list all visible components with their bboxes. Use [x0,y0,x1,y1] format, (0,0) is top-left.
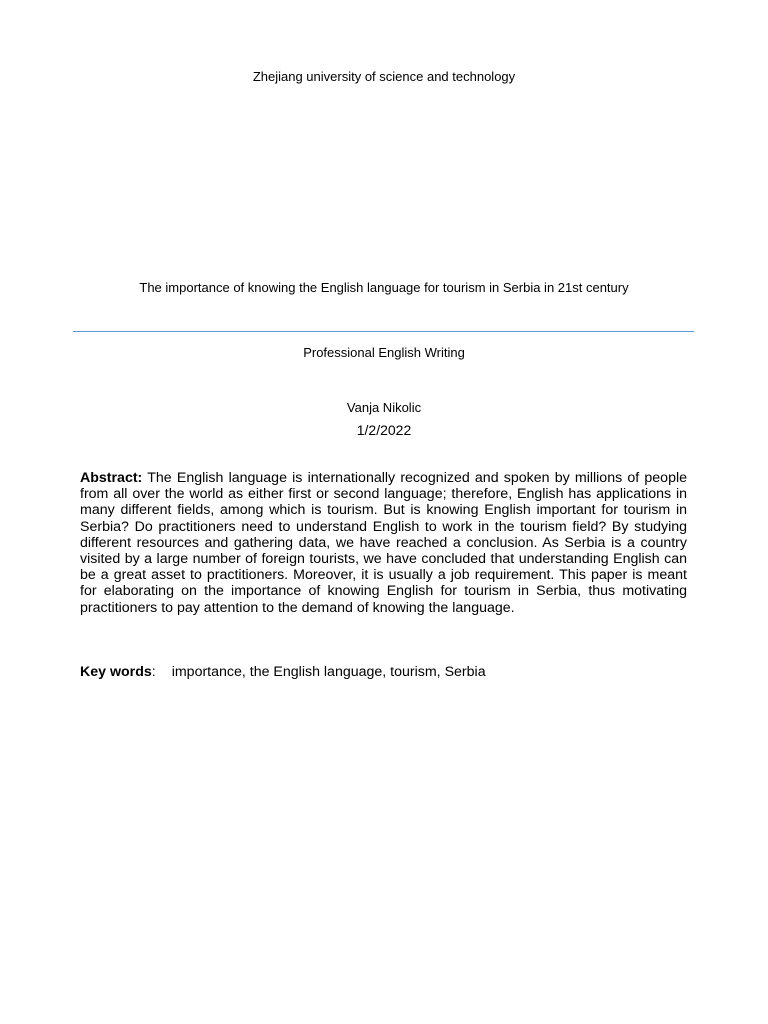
keywords-text: importance, the English language, tourism, Serbia [171,664,486,680]
keywords-colon: : [151,664,156,680]
university-name: Zhejiang university of science and technology [252,69,516,84]
paper-title: The importance of knowing the English language for tourism in Serbia in 21st century [139,280,629,295]
keywords-label: Key words [80,664,152,680]
abstract-label: Abstract: [80,470,143,486]
document-date: 1/2/2022 [356,422,412,438]
title-divider [73,331,694,332]
abstract-text: The English language is internationally recognized and spoken by millions of people from all over the world as either first or second language; therefore, English has applications in many different fields, among which is tourism. But is knowing English important for tourism in Serbia? Do practitioners need to understand English to work in the tourism field? By studying different resources and gathering data, we have reached a conclusion. As Serbia is a country visited by a large number of foreign tourists, we have concluded that understanding English can be a great asset to practitioners. Moreover, it is usually a job requirement. This paper is meant for elaborating on the importance of knowing English for tourism in Serbia, thus motivating practitioners to pay attention to the demand of knowing the language. [80,470,687,616]
keywords-line [80,663,687,681]
abstract-paragraph [80,470,687,616]
author-name: Vanja Nikolic [346,400,422,415]
course-name: Professional English Writing [303,345,465,360]
